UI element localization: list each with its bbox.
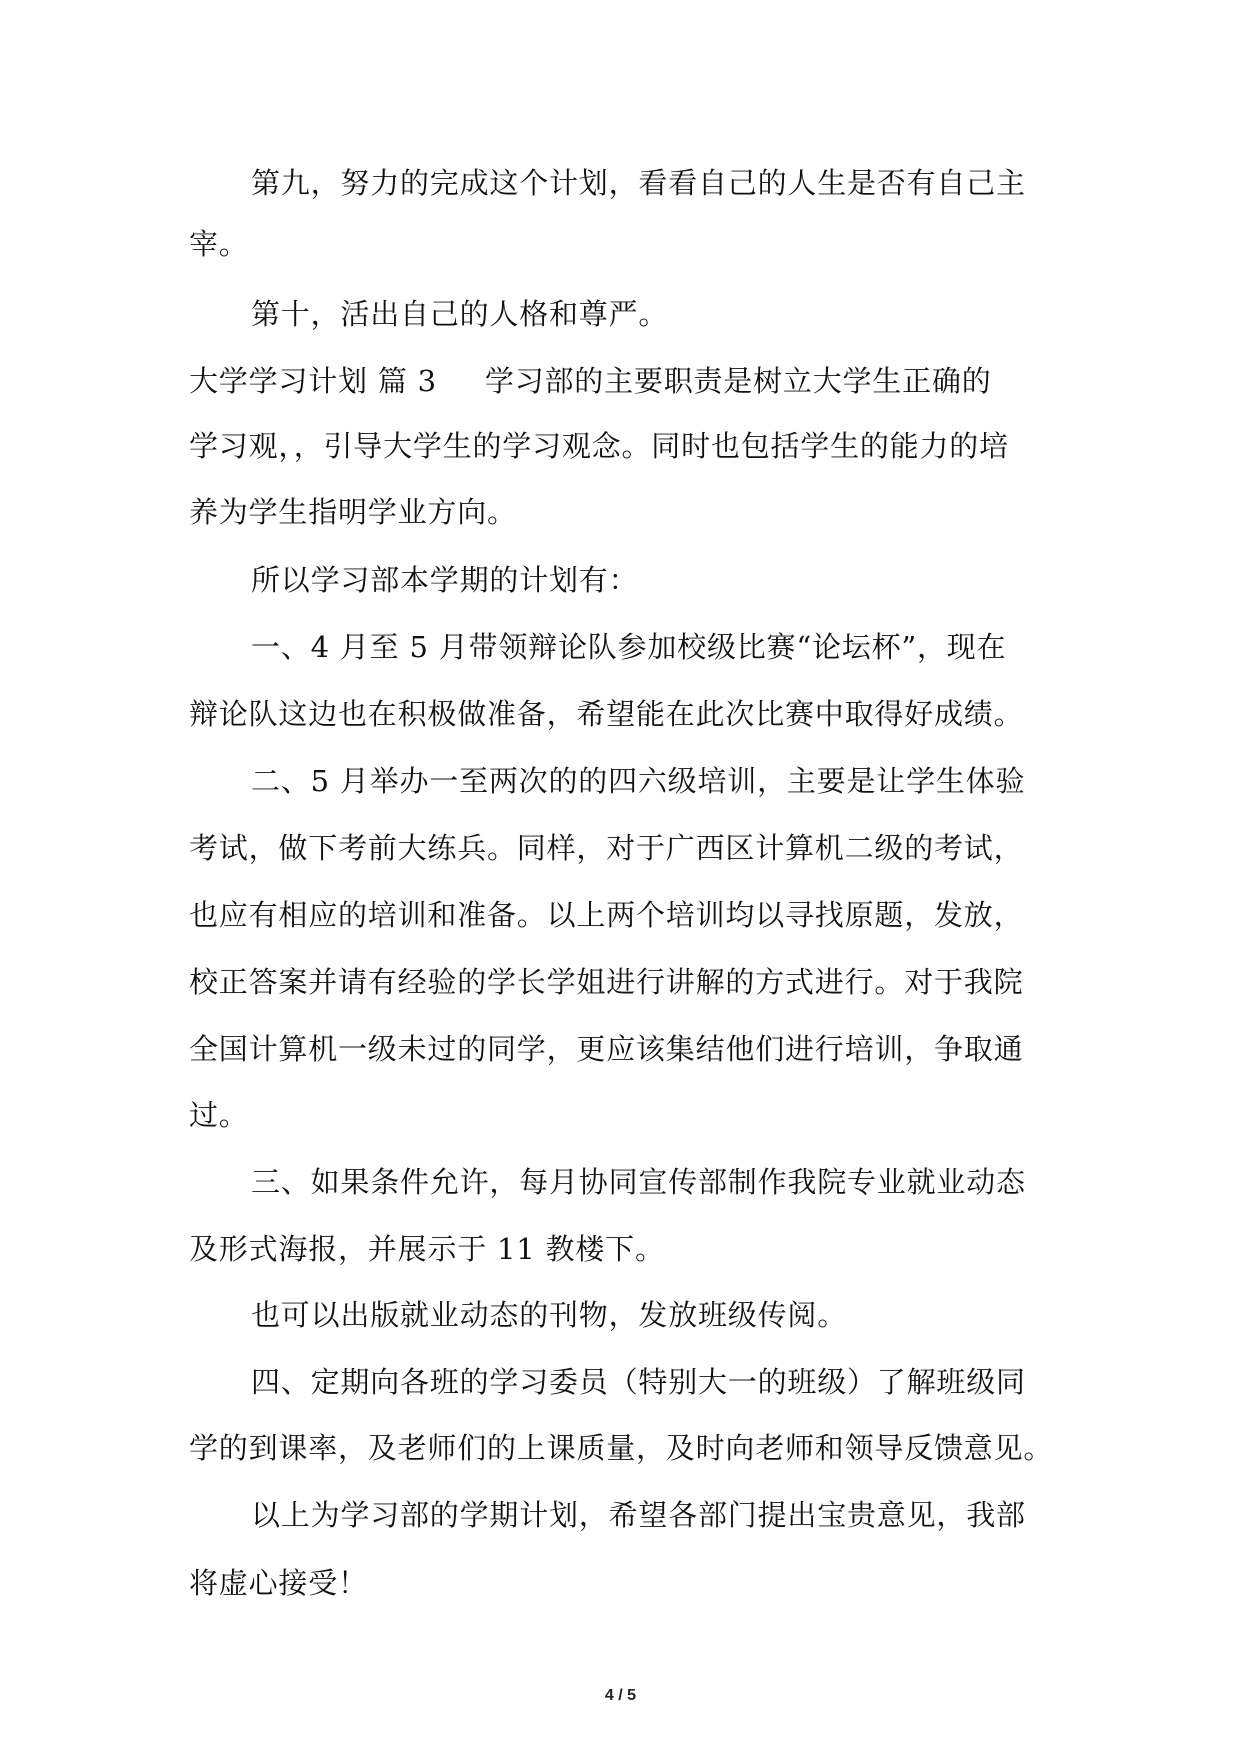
paragraph-line: 学的到课率，及老师们的上课质量，及时向老师和领导反馈意见。 (189, 1431, 1054, 1465)
paragraph-line: 第十，活出自己的人格和尊严。 (251, 297, 669, 331)
paragraph-line: 考试，做下考前大练兵。同样，对于广西区计算机二级的考试， (189, 831, 1024, 865)
page-number: 4 / 5 (604, 1687, 637, 1704)
paragraph-line: 四、定期向各班的学习委员（特别大一的班级）了解班级同 (251, 1365, 1026, 1399)
paragraph-line: 二、5 月举办一至两次的的四六级培训，主要是让学生体验 (251, 764, 1026, 798)
paragraph-line: 辩论队这边也在积极做准备，希望能在此次比赛中取得好成绩。 (189, 697, 1024, 731)
paragraph-line: 也可以出版就业动态的刊物，发放班级传阅。 (251, 1298, 848, 1332)
paragraph-line: 养为学生指明学业方向。 (189, 495, 517, 529)
section-heading-line (189, 364, 992, 398)
paragraph-line: 一、4 月至 5 月带领辩论队参加校级比赛“论坛杯”，现在 (251, 630, 1007, 664)
paragraph-line: 所以学习部本学期的计划有： (251, 563, 639, 597)
paragraph-line: 全国计算机一级未过的同学，更应该集结他们进行培训，争取通 (189, 1032, 1024, 1066)
paragraph-line: 校正答案并请有经验的学长学姐进行讲解的方式进行。对于我院 (189, 965, 1024, 999)
paragraph-line: 及形式海报，并展示于 11 教楼下。 (189, 1232, 665, 1266)
section-heading: 大学学习计划 篇 3 (189, 364, 437, 398)
paragraph-line: 宰。 (189, 227, 249, 261)
paragraph-line: 三、如果条件允许，每月协同宣传部制作我院专业就业动态 (251, 1165, 1026, 1199)
paragraph-line: 也应有相应的培训和准备。以上两个培训均以寻找原题，发放， (189, 898, 1024, 932)
paragraph-line: 学习观，，引导大学生的学习观念。同时也包括学生的能力的培 (189, 429, 1009, 463)
paragraph-line: 第九，努力的完成这个计划，看看自己的人生是否有自己主 (251, 166, 1026, 200)
paragraph-text: 学习部的主要职责是树立大学生正确的 (484, 364, 992, 398)
paragraph-line: 将虚心接受！ (189, 1566, 368, 1600)
paragraph-line: 以上为学习部的学期计划，希望各部门提出宝贵意见，我部 (251, 1498, 1026, 1532)
paragraph-line: 过。 (189, 1098, 249, 1132)
